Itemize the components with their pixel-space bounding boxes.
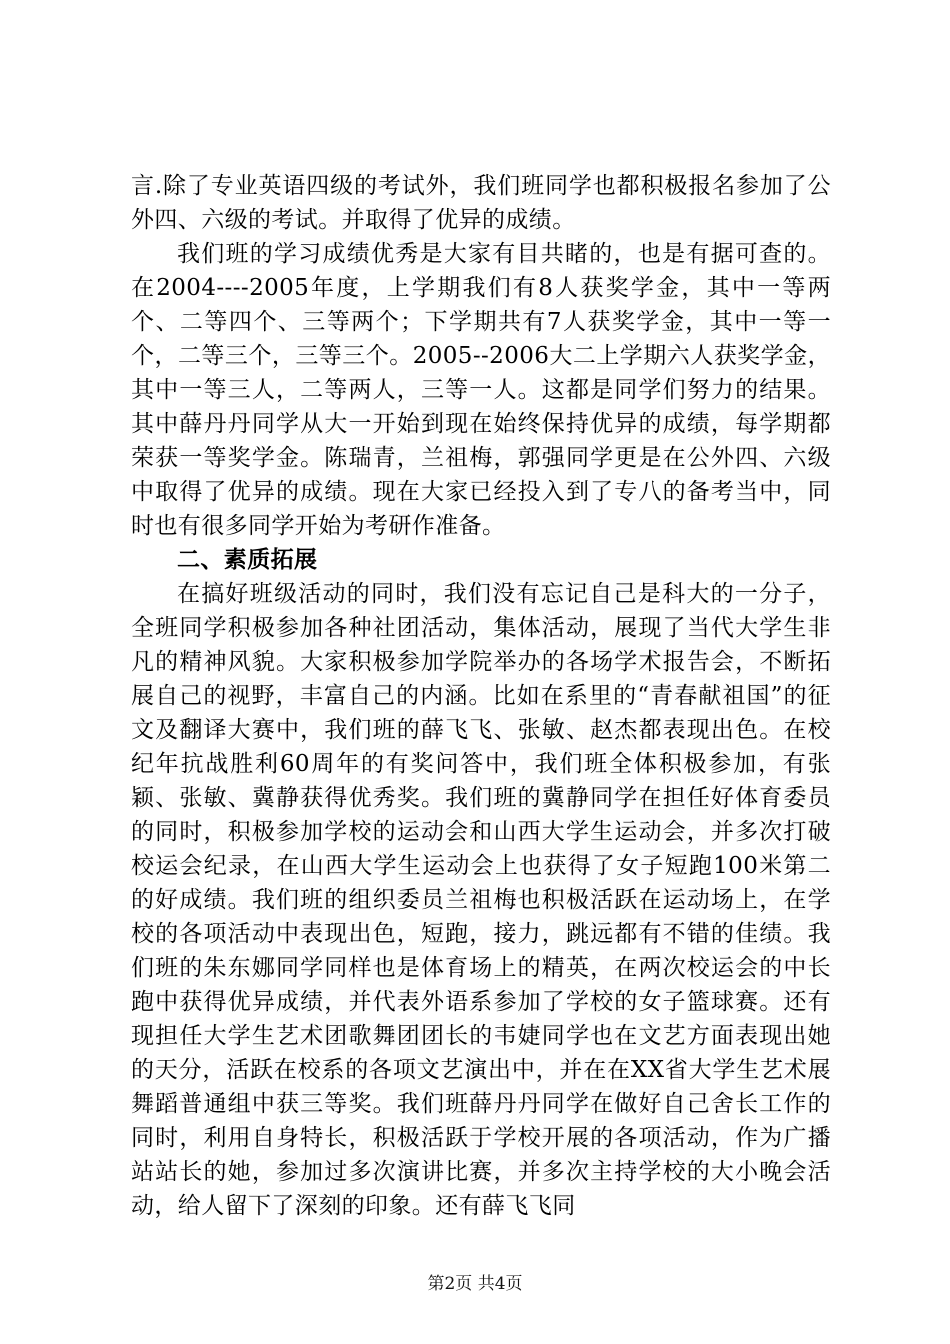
page-footer: 第2页 共4页 [427, 1274, 523, 1294]
paragraph-academic-results: 我们班的学习成绩优秀是大家有目共睹的，也是有据可查的。在2004----2005年度，上学期我们有8人获奖学金，其中一等两个、二等四个、三等两个；下学期共有7人获奖学金，其中一等一个，二等三个，三等三个。2005--2006大二上学期六人获奖学金，其中一等三人，二等两人，三等一人。这都是同学们努力的结果。其中薛丹丹同学从大一开始到现在始终保持优异的成绩，每学期都荣获一等奖学金。陈瑞青，兰祖梅，郭强同学更是在公外四、六级中取得了优异的成绩。现在大家已经投入到了专八的备考当中，同时也有很多同学开始为考研作准备。 [131, 241, 831, 539]
page-body [131, 169, 831, 1223]
paragraph-continuation: 言.除了专业英语四级的考试外，我们班同学也都积极报名参加了公外四、六级的考试。并取得了优异的成绩。 [131, 173, 831, 233]
paragraph-quality-development: 在搞好班级活动的同时，我们没有忘记自己是科大的一分子，全班同学积极参加各种社团活动，集体活动，展现了当代大学生非凡的精神风貌。大家积极参加学院举办的各场学术报告会，不断拓展自己的视野，丰富自己的内涵。比如在系里的“青春献祖国”的征文及翻译大赛中，我们班的薛飞飞、张敏、赵杰都表现出色。在校纪年抗战胜利60周年的有奖问答中，我们班全体积极参加，有张颖、张敏、冀静获得优秀奖。我们班的冀静同学在担任好体育委员的同时，积极参加学校的运动会和山西大学生运动会，并多次打破校运会纪录，在山西大学生运动会上也获得了女子短跑100米第二的好成绩。我们班的组织委员兰祖梅也积极活跃在运动场上，在学校的各项活动中表现出色，短跑，接力，跳远都有不错的佳绩。我们班的朱东娜同学同样也是体育场上的精英，在两次校运会的中长跑中获得优异成绩，并代表外语系参加了学校的女子篮球赛。还有现担任大学生艺术团歌舞团团长的韦婕同学也在文艺方面表现出她的天分，活跃在校系的各项文艺演出中，并在在XX省大学生艺术展舞蹈普通组中获三等奖。我们班薛丹丹同学在做好自己舍长工作的同时，利用自身特长，积极活跃于学校开展的各项活动，作为广播站站长的她，参加过多次演讲比赛，并多次主持学校的大小晚会活动，给人留下了深刻的印象。还有薛飞飞同 [131, 581, 831, 1219]
section-heading: 二、素质拓展 [177, 546, 318, 573]
